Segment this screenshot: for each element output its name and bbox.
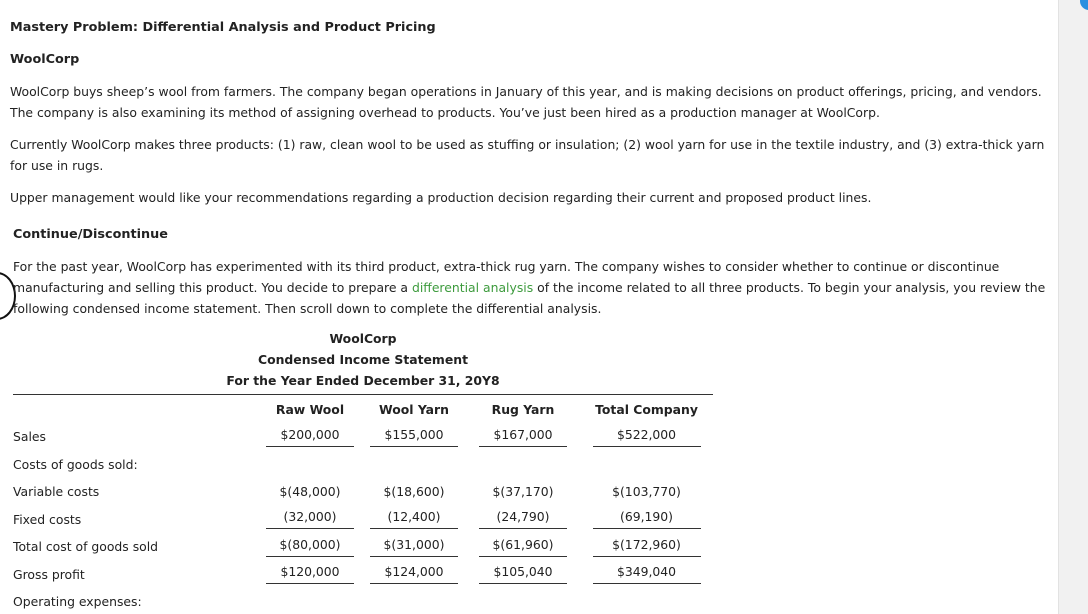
cell-value: $167,000 — [479, 427, 567, 447]
row-gross-profit — [13, 561, 713, 589]
cell-value: (24,790) — [479, 509, 567, 529]
section-paragraph — [13, 256, 1048, 319]
row-opex-header — [13, 588, 713, 614]
row-label: Operating expenses: — [13, 594, 142, 610]
intro-paragraph-2: Currently WoolCorp makes three products: (1) raw, clean wool to be used as stuffing or insulation; (2) wool yarn for use in the textile industry, and (3) extra-thick yarn for use in rugs. — [10, 137, 1045, 173]
row-label: Gross profit — [13, 566, 85, 582]
cell-value: $124,000 — [370, 564, 458, 584]
cell-value: (69,190) — [593, 509, 701, 529]
income-statement-table — [13, 394, 713, 614]
vertical-scrollbar[interactable] — [1058, 0, 1088, 614]
col-wool-yarn: Wool Yarn — [379, 401, 449, 417]
row-label: Total cost of goods sold — [13, 539, 159, 555]
section-text-after: of the income related to all three products. To begin your analysis, you review the following condensed income statement. Then scroll down to complete the differential analysis. — [13, 280, 1046, 316]
cell-value: $(31,000) — [370, 537, 458, 557]
table-header-row — [13, 395, 713, 424]
row-label: Variable costs — [13, 484, 100, 500]
row-label: Sales — [13, 429, 46, 445]
section-text-before: For the past year, WoolCorp has experimented with its third product, extra-thick rug yarn. The company wishes to consider whether to continue or discontinue manufacturing and selling this product. You decide to prepare a — [13, 259, 1000, 295]
cell-value: $(37,170) — [492, 484, 554, 500]
header-spacer — [13, 395, 258, 424]
col-total-company: Total Company — [595, 401, 698, 417]
cell-value: $522,000 — [593, 427, 701, 447]
cell-value: $155,000 — [370, 427, 458, 447]
section-heading: Continue/Discontinue — [13, 227, 168, 242]
row-fixed-costs — [13, 506, 713, 534]
intro-paragraph-3: Upper management would like your recommendations regarding a production decision regarding their current and proposed product lines. — [10, 190, 872, 205]
row-total-cogs — [13, 533, 713, 561]
cell-value: $349,040 — [593, 564, 701, 584]
row-variable-costs — [13, 478, 713, 506]
cell-value: $(18,600) — [383, 484, 445, 500]
cell-value: (32,000) — [266, 509, 354, 529]
statement-period: For the Year Ended December 31, 20Y8 — [226, 373, 500, 388]
statement-name: Condensed Income Statement — [258, 352, 468, 367]
cell-value: $(80,000) — [266, 537, 354, 557]
cell-value: $120,000 — [266, 564, 354, 584]
cell-value: (12,400) — [370, 509, 458, 529]
cell-value: $(172,960) — [593, 537, 701, 557]
row-label: Fixed costs — [13, 511, 82, 527]
row-cogs-header — [13, 451, 713, 479]
cell-value: $(103,770) — [612, 484, 681, 500]
cell-value: $(48,000) — [279, 484, 341, 500]
row-sales — [13, 423, 713, 451]
company-heading: WoolCorp — [10, 52, 80, 67]
col-raw-wool: Raw Wool — [275, 401, 345, 417]
intro-paragraph-1: WoolCorp buys sheep’s wool from farmers. The company began operations in January of this year, and is making decisions on product offerings, pricing, and vendors. The company is also examining its method of assigning overhead to products. You’ve just been hired as a production manager at WoolCorp. — [10, 84, 1042, 120]
cell-value: $105,040 — [479, 564, 567, 584]
statement-company: WoolCorp — [329, 331, 397, 346]
differential-analysis-link[interactable]: differential analysis — [411, 280, 534, 295]
page-title: Mastery Problem: Differential Analysis and Product Pricing — [10, 20, 436, 35]
cell-value: $(61,960) — [479, 537, 567, 557]
cell-value: $200,000 — [266, 427, 354, 447]
row-label: Costs of goods sold: — [13, 456, 138, 472]
col-rug-yarn: Rug Yarn — [491, 401, 555, 417]
